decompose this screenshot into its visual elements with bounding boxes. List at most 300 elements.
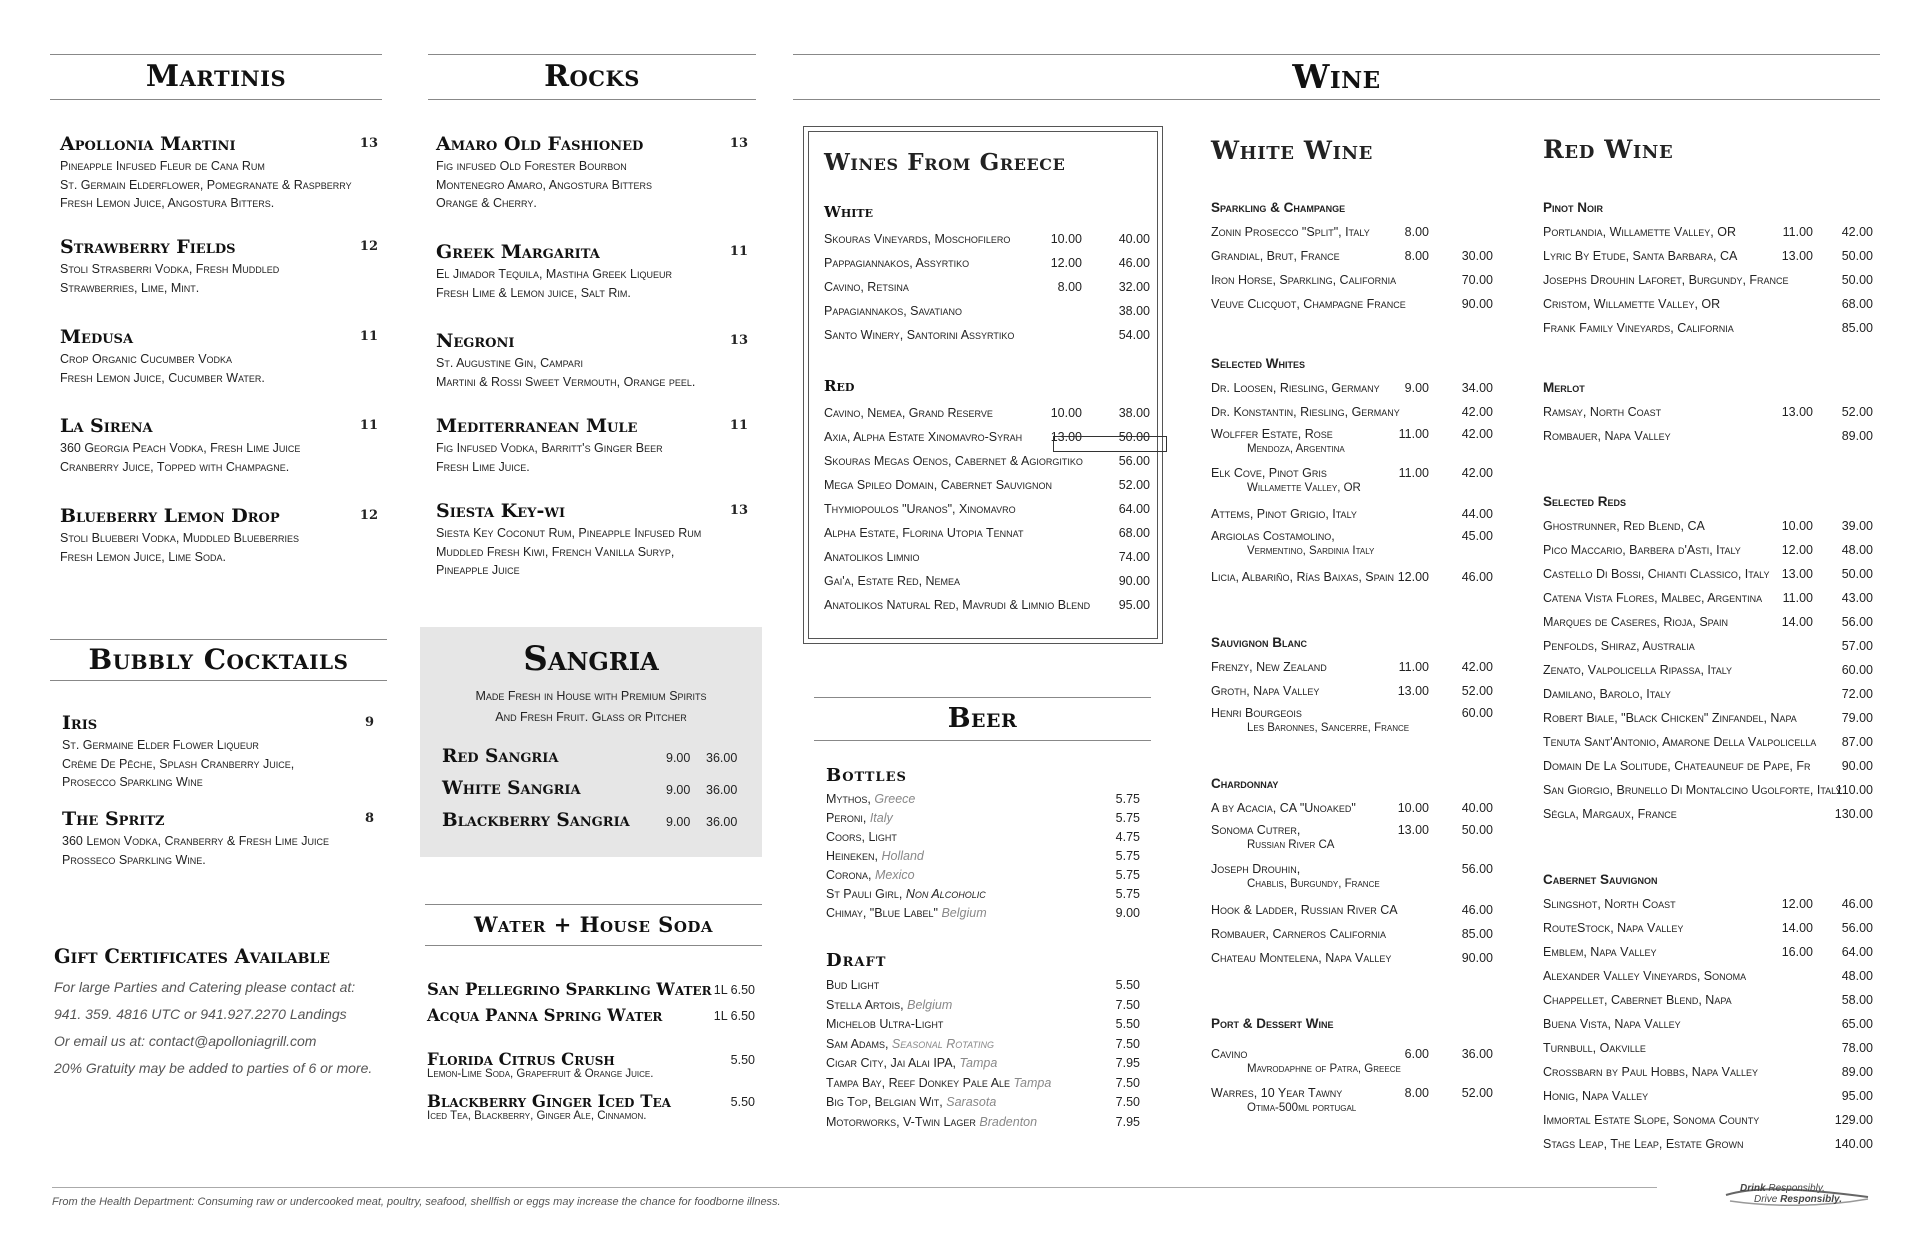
sangria-pitcher-price: 36.00: [706, 783, 738, 797]
wine-name: Rombauer, Napa Valley: [1543, 429, 1671, 443]
wine-name: Dr. Loosen, Riesling, Germany: [1211, 381, 1380, 395]
desc-line: Pineapple Juice: [436, 563, 520, 577]
desc-line: Fig Infused Vodka, Barritt's Ginger Beer: [436, 441, 663, 455]
beer-price: 7.50: [1115, 1036, 1140, 1051]
wine-name: Honig, Napa Valley: [1543, 1089, 1649, 1103]
wine-name: Papagiannakos, Savatiano: [824, 304, 962, 318]
beer-price: 7.95: [1115, 1056, 1140, 1070]
wine-name: Portlandia, Willamette Valley, OR: [1543, 225, 1736, 239]
wine-row: [1211, 703, 1497, 742]
drink-price: 12: [359, 239, 378, 254]
wine-row: [1543, 1060, 1877, 1084]
wine-row: [824, 497, 1154, 521]
wine-glass-price: 10.00: [1397, 801, 1429, 815]
wine-name: Frenzy, New Zealand: [1211, 660, 1327, 674]
wine-bottle-price: 85.00: [1461, 927, 1493, 941]
wine-row: [1211, 655, 1497, 679]
wine-name: Hook & Ladder, Russian River CA: [1211, 903, 1398, 917]
drink-price: 9: [364, 715, 374, 730]
beer-title: Beer: [947, 703, 1018, 734]
wine-glass-price: 8.00: [1404, 1086, 1429, 1100]
wine-row: [1543, 940, 1877, 964]
wine-category-label: Selected Reds: [1543, 494, 1627, 509]
wine-bottle-price: 48.00: [1841, 969, 1873, 983]
wine-bottle-price: 50.00: [1461, 823, 1493, 837]
wine-bottle-price: 40.00: [1461, 801, 1493, 815]
wine-bottle-price: 52.00: [1461, 684, 1493, 698]
soda-title: Water + House Soda: [473, 912, 714, 937]
desc-line: Prosecco Sparkling Wine: [62, 775, 203, 789]
wine-row: [1211, 1083, 1497, 1122]
wine-name: Iron Horse, Sparkling, California: [1211, 273, 1397, 287]
wine-name: Robert Biale, "Black Chicken" Zinfandel, Napa: [1543, 711, 1797, 725]
wine-name: A by Acacia, CA "Unoaked": [1211, 801, 1356, 815]
wine-bottle-price: 60.00: [1461, 706, 1493, 720]
greece-red-label: Red: [824, 377, 855, 395]
desc-line: St. Germain Elderflower, Pomegranate & Raspberry: [60, 177, 352, 192]
desc-line: Orange & Cherry.: [436, 196, 537, 210]
wine-bottle-price: 140.00: [1834, 1137, 1873, 1151]
beer-row: [826, 1074, 1144, 1094]
bubbly-title: Bubbly Cocktails: [88, 643, 349, 676]
wine-bottle-price: 68.00: [1118, 526, 1150, 540]
wine-bottle-price: 78.00: [1841, 1041, 1873, 1055]
wine-row: [1543, 964, 1877, 988]
wine-row: [1211, 679, 1497, 703]
wine-bottle-price: 56.00: [1461, 862, 1493, 876]
wine-category-label: Cabernet Sauvignon: [1543, 872, 1658, 887]
wine-name: Sonoma Cutrer,: [1211, 823, 1301, 837]
drink-name: Apollonia Martini: [60, 133, 236, 155]
soda-name: San Pellegrino Sparkling Water: [427, 980, 712, 999]
drink-price: 13: [729, 136, 748, 151]
soda-price: 1L 6.50: [713, 983, 755, 997]
wine-bottle-price: 68.00: [1841, 297, 1873, 311]
soda-price: 5.50: [730, 1053, 755, 1067]
wine-row: [824, 299, 1154, 323]
beer-name: Heineken,: [826, 849, 879, 863]
beer-price: 5.75: [1115, 811, 1140, 825]
wine-bottle-price: 85.00: [1841, 321, 1873, 335]
desc-line: Fresh Lemon Juice, Angostura Bitters.: [60, 196, 275, 210]
wine-row: [1211, 244, 1497, 268]
wine-name: Cavino, Retsina: [824, 280, 909, 294]
drink-price: 11: [729, 418, 748, 433]
drink-price: 8: [364, 811, 374, 826]
wine-name: Skouras Megas Oenos, Cabernet & Agiorgitiko: [824, 454, 1083, 468]
drink-item: [60, 326, 378, 387]
wine-glass-price: 12.00: [1397, 570, 1429, 584]
beer-row: [826, 1113, 1144, 1133]
beer-origin: Belgium: [907, 997, 953, 1012]
wine-row: [1211, 796, 1497, 820]
wine-category-label: Pinot Noir: [1543, 200, 1604, 215]
soda-description: Iced Tea, Blackberry, Ginger Ale, Cinnamon.: [427, 1110, 647, 1122]
sangria-item: [442, 805, 752, 837]
wine-bottle-price: 50.00: [1118, 430, 1150, 444]
wine-name: Domain De La Solitude, Chateauneuf de Pape, Fr: [1543, 759, 1811, 773]
greece-white-list: [824, 227, 1154, 347]
beer-price: 7.50: [1115, 1075, 1140, 1090]
wine-name: Santo Winery, Santorini Assyrtiko: [824, 328, 1015, 342]
wine-row: [1543, 658, 1877, 682]
wine-bottle-price: 50.00: [1841, 273, 1873, 287]
wine-bottle-price: 58.00: [1841, 993, 1873, 1007]
wine-name: Pappagiannakos, Assyrtiko: [824, 256, 970, 270]
beer-origin: Tampa: [959, 1056, 998, 1070]
soda-item: [427, 1006, 755, 1025]
wine-name: Anatolikos Limnio: [824, 550, 920, 564]
wine-bottle-price: 42.00: [1461, 405, 1493, 419]
wine-row: [824, 227, 1154, 251]
drink-item: [60, 505, 378, 566]
wine-glass-price: 14.00: [1781, 615, 1813, 629]
wine-row: [1211, 220, 1497, 244]
wine-name: Catena Vista Flores, Malbec, Argentina: [1543, 591, 1763, 605]
drink-item: [60, 415, 378, 476]
wine-row: [1543, 682, 1877, 706]
desc-line: Fresh Lemon Juice, Lime Soda.: [60, 549, 226, 564]
wine-row: [1543, 424, 1877, 448]
wine-name: Dr. Konstantin, Riesling, Germany: [1211, 405, 1400, 419]
footer-divider: [52, 1187, 1657, 1188]
wine-row: [824, 401, 1154, 425]
drink-name: Strawberry Fields: [60, 236, 236, 258]
drink-price: 11: [729, 244, 748, 259]
wine-bottle-price: 46.00: [1461, 903, 1493, 917]
desc-line: Strawberries, Lime, Mint.: [60, 280, 200, 295]
wine-subtitle: Chablis, Burgundy, France: [1247, 878, 1380, 890]
wine-name: Thymiopoulos "Uranos", Xinomavro: [824, 502, 1016, 516]
desc-line: Crème De Pêche, Splash Cranberry Juice,: [62, 756, 295, 771]
beer-origin: Seasonal Rotating: [891, 1036, 994, 1051]
wine-bottle-price: 129.00: [1834, 1113, 1873, 1127]
wine-row: [1543, 562, 1877, 586]
wine-row: [824, 473, 1154, 497]
beer-name: Bud Light: [826, 978, 880, 992]
wine-bottle-price: 110.00: [1835, 783, 1873, 797]
beer-header: [814, 697, 1151, 741]
wine-glass-price: 13.00: [1781, 405, 1813, 419]
drink-price: 12: [359, 508, 378, 523]
beer-bottles-label: Bottles: [826, 765, 907, 786]
wine-row: [824, 593, 1154, 617]
wine-name: Immortal Estate Slope, Sonoma County: [1543, 1113, 1760, 1127]
wine-name: Alpha Estate, Florina Utopia Tennat: [824, 526, 1024, 540]
wine-row: [1543, 754, 1877, 778]
wines-from-greece-box: [803, 126, 1163, 644]
sangria-glass-price: 9.00: [666, 751, 691, 765]
drink-name: Negroni: [436, 330, 515, 352]
wine-bottle-price: 43.00: [1841, 591, 1873, 605]
wine-name: Josephs Drouhin Laforet, Burgundy, France: [1543, 273, 1789, 287]
beer-price: 5.75: [1115, 792, 1140, 806]
wine-bottle-price: 54.00: [1118, 328, 1150, 342]
drink-price: 11: [359, 418, 378, 433]
drink-item: [436, 415, 748, 476]
beer-bottles-list: [826, 790, 1144, 923]
wine-row: [1543, 892, 1877, 916]
sangria-title: Sangria: [523, 639, 659, 679]
wine-category-label: Port & Dessert Wine: [1211, 1016, 1334, 1031]
wine-name: Elk Cove, Pinot Gris: [1211, 466, 1327, 480]
desc-line: Crop Organic Cucumber Vodka: [60, 352, 233, 366]
beer-row: [826, 904, 1144, 923]
beer-row: [826, 976, 1144, 996]
wine-row: [1543, 778, 1877, 802]
wine-bottle-price: 90.00: [1118, 574, 1150, 588]
beer-row: [826, 1054, 1144, 1074]
wine-name: Turnbull, Oakville: [1543, 1041, 1646, 1055]
wine-category-label: Sparkling & Champange: [1211, 200, 1346, 215]
beer-draft-label: Draft: [826, 950, 887, 971]
wine-row: [1543, 586, 1877, 610]
desc-line: Siesta Key Coconut Rum, Pineapple Infused Rum: [436, 526, 702, 540]
wine-glass-price: 10.00: [1050, 232, 1082, 246]
wine-name: Penfolds, Shiraz, Australia: [1543, 639, 1695, 653]
wine-row: [1211, 376, 1497, 400]
beer-row: [826, 885, 1144, 904]
wine-row: [1543, 634, 1877, 658]
beer-row: [826, 1015, 1144, 1035]
beer-price: 5.75: [1115, 849, 1140, 863]
drink-item: [62, 808, 374, 869]
wine-name: Warres, 10 Year Tawny: [1211, 1086, 1343, 1100]
soda-header: [425, 904, 762, 946]
wine-row: [1543, 730, 1877, 754]
beer-row: [826, 809, 1144, 828]
drink-description: [60, 439, 378, 476]
wine-row: [1211, 859, 1497, 898]
drink-description: [60, 157, 378, 213]
desc-line: St. Augustine Gin, Campari: [436, 356, 583, 370]
wine-bottle-price: 130.00: [1834, 807, 1873, 821]
wine-name: Mega Spileo Domain, Cabernet Sauvignon: [824, 478, 1053, 492]
drink-description: [436, 157, 748, 213]
wine-row: [1211, 565, 1497, 589]
wine-name: Zonin Prosecco "Split", Italy: [1211, 225, 1370, 239]
wine-name: Castello Di Bossi, Chianti Classico, Italy: [1543, 567, 1770, 581]
wine-row: [1543, 268, 1877, 292]
wine-name: Attems, Pinot Grigio, Italy: [1211, 507, 1357, 521]
drink-name: Mediterranean Mule: [436, 415, 638, 437]
wine-bottle-price: 38.00: [1118, 406, 1150, 420]
beer-price: 7.50: [1115, 1095, 1140, 1109]
wine-category-label: Merlot: [1543, 380, 1585, 395]
wine-bottle-price: 48.00: [1841, 543, 1873, 557]
beer-origin: Belgium: [941, 906, 987, 920]
desc-line: 360 Lemon Vodka, Cranberry & Fresh Lime Juice: [62, 834, 329, 848]
beer-price: 7.95: [1115, 1114, 1140, 1129]
beer-name: Tampa Bay, Reef Donkey Pale Ale: [826, 1075, 1011, 1090]
soda-name: Florida Citrus Crush: [427, 1050, 615, 1069]
wine-row: [824, 449, 1154, 473]
wine-name: Grandial, Brut, France: [1211, 249, 1340, 263]
drink-price: 13: [729, 503, 748, 518]
wine-bottle-price: 56.00: [1841, 921, 1873, 935]
soda-item: [427, 980, 755, 999]
drink-name: Greek Margarita: [436, 241, 600, 263]
drink-name: Medusa: [60, 326, 134, 348]
wine-row: [1211, 502, 1497, 526]
wine-name: San Giorgio, Brunello Di Montalcino Ugolforte, Italy: [1543, 783, 1842, 797]
wine-name: Ségla, Margaux, France: [1543, 807, 1677, 821]
wine-subtitle: Otima-500ml portugal: [1247, 1102, 1357, 1114]
beer-name: Mythos,: [826, 792, 871, 806]
wine-name: Anatolikos Natural Red, Mavrudi & Limnio Blend: [824, 598, 1091, 612]
soda-description: Lemon-Lime Soda, Grapefruit & Orange Juice.: [427, 1068, 654, 1080]
wine-glass-price: 11.00: [1782, 225, 1813, 239]
bubbly-header: [50, 639, 387, 681]
red-wine-title: Red Wine: [1543, 135, 1674, 164]
desc-line: Pineapple Infused Fleur de Cana Rum: [60, 159, 265, 173]
drink-price: 13: [359, 136, 378, 151]
sangria-glass-price: 9.00: [666, 783, 691, 797]
sangria-subtitle-1: Made Fresh in House with Premium Spirits: [475, 689, 707, 703]
wine-row: [1543, 316, 1877, 340]
drink-item: [436, 133, 748, 213]
wine-name: Henri Bourgeois: [1211, 706, 1302, 720]
wine-category-label: Sauvignon Blanc: [1211, 635, 1308, 650]
wine-glass-price: 10.00: [1050, 406, 1082, 420]
gift-certificates: [54, 945, 372, 1082]
gift-line: 941. 359. 4816 UTC or 941.927.2270 Landings: [54, 1006, 347, 1022]
wine-row: [824, 251, 1154, 275]
wine-row: [1543, 1036, 1877, 1060]
drink-description: [62, 736, 374, 792]
wine-row: [1211, 946, 1497, 970]
beer-origin: Sarasota: [946, 1095, 997, 1109]
desc-line: Fresh Lemon Juice, Cucumber Water.: [60, 370, 265, 385]
sangria-panel: [420, 627, 762, 857]
wine-name: Argiolas Costamolino,: [1211, 529, 1335, 543]
beer-price: 5.75: [1115, 887, 1140, 901]
wine-glass-price: 13.00: [1050, 430, 1082, 444]
wine-glass-price: 9.00: [1404, 381, 1429, 395]
wine-bottle-price: 39.00: [1841, 519, 1873, 533]
beer-name: Cigar City, Jai Alai IPA,: [826, 1056, 957, 1070]
wine-bottle-price: 72.00: [1841, 687, 1873, 701]
wine-bottle-price: 50.00: [1841, 567, 1873, 581]
wine-bottle-price: 40.00: [1118, 232, 1150, 246]
desc-line: Muddled Fresh Kiwi, French Vanilla Suryp,: [436, 544, 675, 559]
wine-bottle-price: 30.00: [1461, 249, 1493, 263]
soda-item: [427, 1092, 755, 1122]
wine-bottle-price: 95.00: [1118, 598, 1150, 612]
wine-name: Cavino, Nemea, Grand Reserve: [824, 406, 993, 420]
beer-origin: Non Alcoholic: [905, 887, 986, 901]
wine-bottle-price: 70.00: [1461, 273, 1493, 287]
wine-glass-price: 12.00: [1781, 543, 1813, 557]
drink-description: [60, 350, 378, 387]
wine-name: Licia, Albariño, Rías Baixas, Spain: [1211, 570, 1394, 584]
beer-draft-list: [826, 976, 1144, 1132]
health-notice: From the Health Department: Consuming raw or undercooked meat, poultry, seafood, shellfish or eggs may increase the chance for foodborne illness.: [52, 1196, 781, 1208]
beer-origin: Mexico: [875, 868, 915, 882]
wine-row: [1211, 424, 1497, 463]
drink-description: [62, 832, 374, 869]
wine-name: Ghostrunner, Red Blend, CA: [1543, 519, 1705, 533]
wine-name: Tenuta Sant'Antonio, Amarone Della Valpolicella: [1543, 735, 1817, 749]
strike-box: [1053, 436, 1167, 452]
wine-bottle-price: 46.00: [1461, 570, 1493, 584]
drink-item: [62, 712, 374, 792]
wine-bottle-price: 42.00: [1461, 660, 1493, 674]
wine-title: Wine: [1292, 57, 1381, 96]
beer-row: [826, 1035, 1144, 1055]
wine-bottle-price: 89.00: [1841, 1065, 1873, 1079]
gift-line: For large Parties and Catering please contact at:: [54, 979, 356, 995]
wine-glass-price: 14.00: [1781, 921, 1813, 935]
desc-line: Prosseco Sparkling Wine.: [62, 852, 206, 867]
soda-item: [427, 1050, 755, 1080]
drink-description: [60, 260, 378, 297]
wine-row: [1543, 802, 1877, 826]
wine-name: Zenato, Valpolicella Ripassa, Italy: [1543, 663, 1733, 677]
wine-glass-price: 16.00: [1781, 945, 1813, 959]
wine-row: [1543, 706, 1877, 730]
wine-row: [1543, 538, 1877, 562]
white-wine-list: [1211, 196, 1497, 1122]
wine-glass-price: 11.00: [1782, 591, 1813, 605]
wine-bottle-price: 56.00: [1118, 454, 1150, 468]
wine-glass-price: 12.00: [1781, 897, 1813, 911]
drink-item: [436, 500, 748, 580]
greece-title: Wines From Greece: [824, 149, 1066, 176]
wine-bottle-price: 42.00: [1461, 466, 1493, 480]
soda-name: Blackberry Ginger Iced Tea: [427, 1092, 671, 1111]
wine-bottle-price: 52.00: [1461, 1086, 1493, 1100]
beer-origin: Italy: [869, 811, 893, 825]
wine-row: [1543, 220, 1877, 244]
wine-glass-price: 12.00: [1050, 256, 1082, 270]
wine-name: Buena Vista, Napa Valley: [1543, 1017, 1681, 1031]
sangria-name: White Sangria: [442, 778, 581, 799]
wine-name: Ramsay, North Coast: [1543, 405, 1662, 419]
wine-bottle-price: 64.00: [1118, 502, 1150, 516]
wine-row: [824, 569, 1154, 593]
soda-price: 1L 6.50: [713, 1009, 755, 1023]
wine-bottle-price: 95.00: [1841, 1089, 1873, 1103]
drink-item: [436, 330, 748, 391]
sangria-item: [442, 741, 752, 773]
drink-responsibly-logo: [1722, 1181, 1872, 1211]
rocks-title: Rocks: [544, 59, 640, 94]
beer-name: Motorworks, V-Twin Lager: [826, 1114, 976, 1129]
drink-responsibly-text: Drink Responsibly.: [1740, 1183, 1825, 1194]
desc-line: St. Germaine Elder Flower Liqueur: [62, 738, 259, 752]
wine-bottle-price: 90.00: [1461, 951, 1493, 965]
beer-name: Peroni,: [826, 811, 867, 825]
sangria-list: [442, 741, 752, 837]
wine-glass-price: 8.00: [1404, 225, 1429, 239]
red-wine-list: [1543, 196, 1877, 1156]
wine-row: [1211, 526, 1497, 565]
drink-description: [436, 265, 748, 302]
wine-row: [1211, 268, 1497, 292]
gift-title: Gift Certificates Available: [54, 945, 330, 968]
wine-row: [1211, 292, 1497, 316]
wine-bottle-price: 32.00: [1118, 280, 1150, 294]
wine-bottle-price: 79.00: [1841, 711, 1873, 725]
beer-price: 5.50: [1115, 1017, 1140, 1031]
martinis-header: [50, 54, 382, 100]
sangria-name: Blackberry Sangria: [442, 810, 630, 831]
wine-glass-price: 11.00: [1398, 660, 1429, 674]
wine-row: [1543, 244, 1877, 268]
beer-price: 9.00: [1115, 906, 1140, 920]
greece-white-label: White: [824, 203, 873, 221]
